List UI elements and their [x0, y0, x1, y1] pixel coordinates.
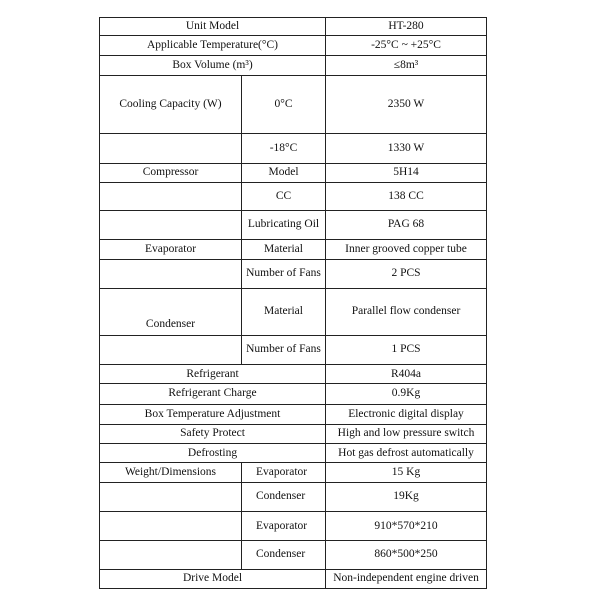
weight-empty-cell	[100, 511, 242, 540]
dimensions-condenser-label: Condenser	[242, 541, 326, 569]
row-compressor-oil	[100, 211, 487, 239]
condenser-fans-value: 1 PCS	[326, 335, 487, 364]
row-weight-evaporator	[100, 463, 487, 482]
row-compressor-cc	[100, 183, 487, 211]
evaporator-fans-label: Number of Fans	[242, 259, 326, 288]
evaporator-fans-value: 2 PCS	[326, 259, 487, 288]
refrigerant-charge-label: Refrigerant Charge	[100, 384, 326, 404]
compressor-model-label: Model	[242, 163, 326, 182]
compressor-empty-cell	[100, 183, 242, 211]
compressor-cc-label: CC	[242, 183, 326, 211]
row-condenser-fans	[100, 335, 487, 364]
cooling-0c-label: 0°C	[242, 75, 326, 134]
compressor-label: Compressor	[100, 163, 242, 182]
cooling-18c-value: 1330 W	[326, 134, 487, 163]
safety-value: High and low pressure switch	[326, 424, 487, 443]
cooling-empty-cell	[100, 134, 242, 163]
temperature-value: -25°C ~ +25°C	[326, 36, 487, 56]
weight-condenser-value: 19Kg	[326, 482, 487, 511]
weight-dimensions-label: Weight/Dimensions	[100, 463, 242, 482]
row-condenser-material	[100, 289, 487, 336]
box-temp-adjust-value: Electronic digital display	[326, 404, 487, 424]
row-unit-model	[100, 18, 487, 36]
cooling-18c-label: -18°C	[242, 134, 326, 163]
compressor-oil-value: PAG 68	[326, 211, 487, 239]
row-evaporator-material	[100, 239, 487, 259]
box-volume-value: ≤8m³	[326, 56, 487, 75]
dimensions-condenser-value: 860*500*250	[326, 541, 487, 569]
defrosting-label: Defrosting	[100, 444, 326, 463]
row-dimensions-evaporator	[100, 511, 487, 540]
weight-evaporator-label: Evaporator	[242, 463, 326, 482]
compressor-model-value: 5H14	[326, 163, 487, 182]
row-weight-condenser	[100, 482, 487, 511]
evaporator-empty-cell	[100, 259, 242, 288]
row-dimensions-condenser	[100, 541, 487, 569]
spec-table	[99, 17, 487, 589]
row-compressor-model	[100, 163, 487, 182]
row-refrigerant-charge	[100, 384, 487, 404]
dimensions-evaporator-label: Evaporator	[242, 511, 326, 540]
row-box-temp-adjust	[100, 404, 487, 424]
row-drive-model	[100, 569, 487, 588]
row-safety	[100, 424, 487, 443]
weight-empty-cell	[100, 482, 242, 511]
condenser-fans-label: Number of Fans	[242, 335, 326, 364]
evaporator-label: Evaporator	[100, 239, 242, 259]
row-refrigerant	[100, 365, 487, 384]
condenser-material-label: Material	[242, 289, 326, 336]
weight-evaporator-value: 15 Kg	[326, 463, 487, 482]
condenser-label: Condenser	[100, 289, 242, 336]
defrosting-value: Hot gas defrost automatically	[326, 444, 487, 463]
refrigerant-label: Refrigerant	[100, 365, 326, 384]
row-cooling-18c	[100, 134, 487, 163]
row-evaporator-fans	[100, 259, 487, 288]
compressor-cc-value: 138 CC	[326, 183, 487, 211]
weight-condenser-label: Condenser	[242, 482, 326, 511]
weight-empty-cell	[100, 541, 242, 569]
condenser-empty-cell	[100, 335, 242, 364]
row-defrosting	[100, 444, 487, 463]
row-box-volume	[100, 56, 487, 75]
refrigerant-value: R404a	[326, 365, 487, 384]
cooling-capacity-label: Cooling Capacity (W)	[100, 75, 242, 134]
drive-model-value: Non-independent engine driven	[326, 569, 487, 588]
row-temperature	[100, 36, 487, 56]
box-temp-adjust-label: Box Temperature Adjustment	[100, 404, 326, 424]
compressor-empty-cell	[100, 211, 242, 239]
unit-model-label: Unit Model	[100, 18, 326, 36]
dimensions-evaporator-value: 910*570*210	[326, 511, 487, 540]
temperature-label: Applicable Temperature(°C)	[100, 36, 326, 56]
condenser-material-value: Parallel flow condenser	[326, 289, 487, 336]
evaporator-material-value: Inner grooved copper tube	[326, 239, 487, 259]
unit-model-value: HT-280	[326, 18, 487, 36]
row-cooling-0c	[100, 75, 487, 134]
box-volume-label: Box Volume (m³)	[100, 56, 326, 75]
drive-model-label: Drive Model	[100, 569, 326, 588]
refrigerant-charge-value: 0.9Kg	[326, 384, 487, 404]
evaporator-material-label: Material	[242, 239, 326, 259]
safety-label: Safety Protect	[100, 424, 326, 443]
compressor-oil-label: Lubricating Oil	[242, 211, 326, 239]
cooling-0c-value: 2350 W	[326, 75, 487, 134]
